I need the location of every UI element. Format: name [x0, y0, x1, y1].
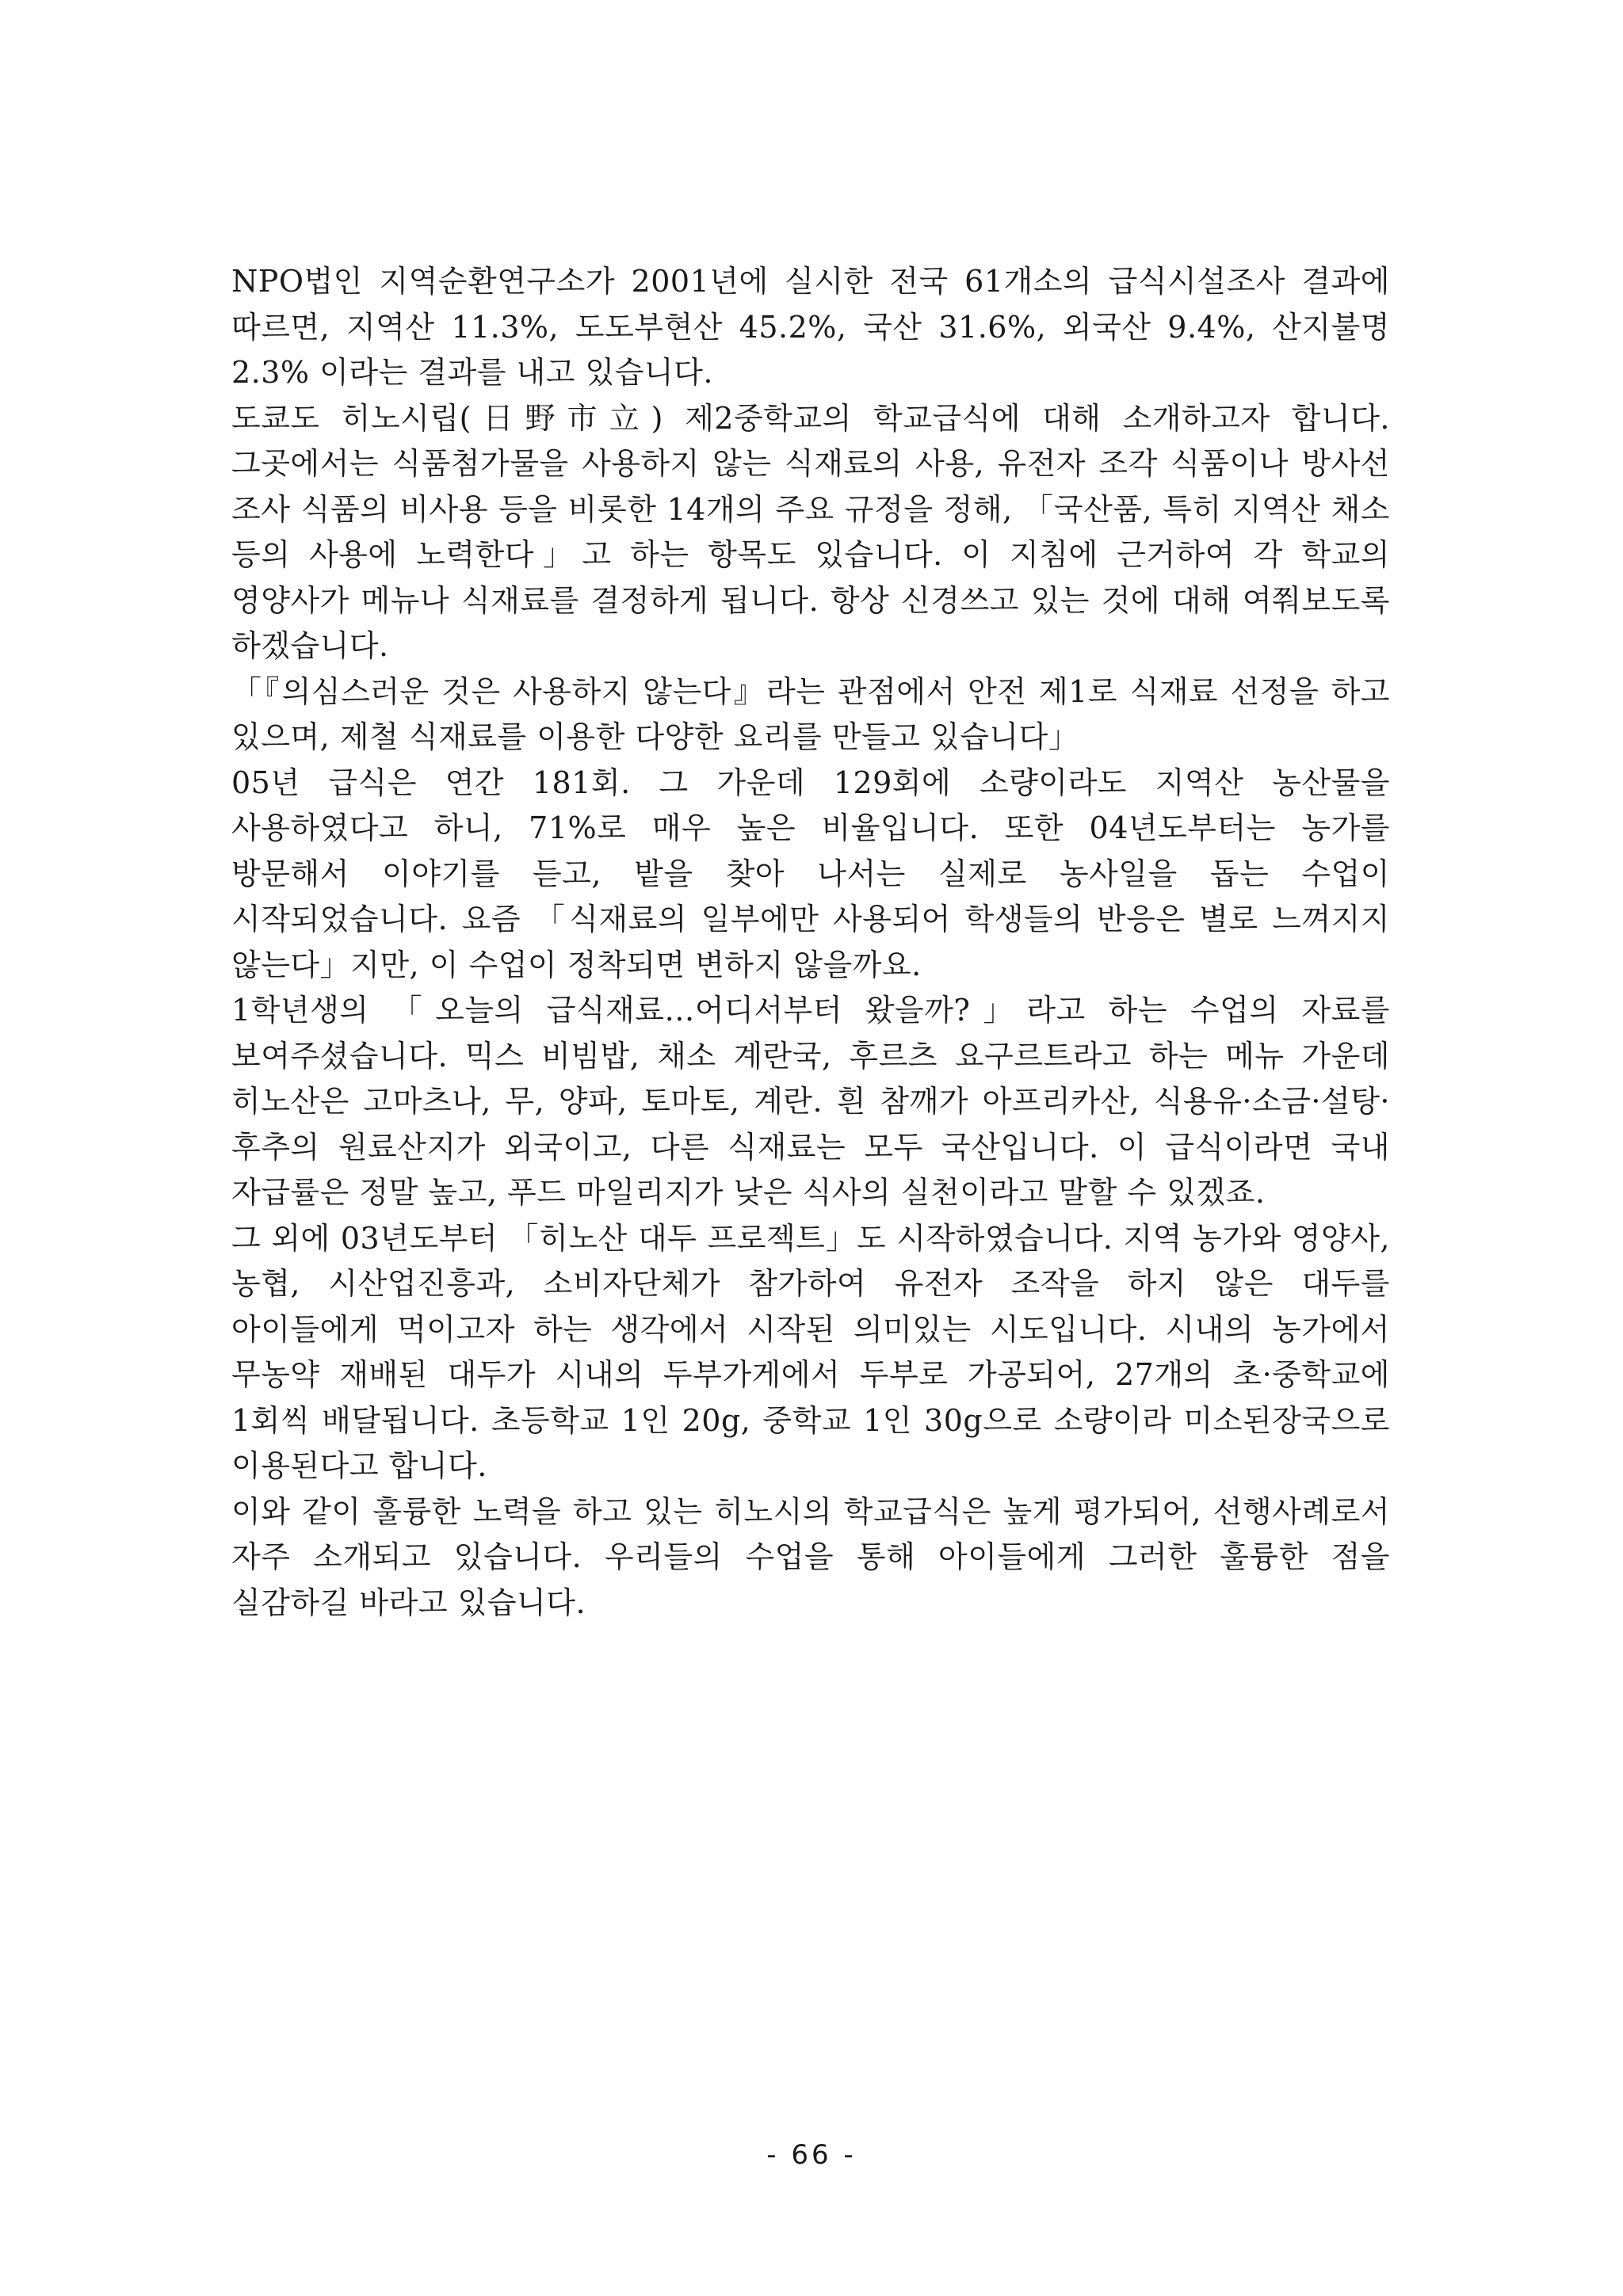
paragraph-lesson-materials: 1학년생의 「오늘의 급식재료…어디서부터 왔을까?」라고 하는 수업의 자료를 보여주셨습니다. 믹스 비빔밥, 채소 계란국, 후르츠 요구르트라고 하는 메뉴 가운데 히노산은 고마츠나, 무, 양파, 토마토, 계란. 흰 참깨가 아프리카산, 식용유·소금·설탕·후추의 원료산지가 외국이고, 다른 식재료는 모두 국산입니다. 이 급식이라면 국내 자급률은 정말 높고, 푸드 마일리지가 낮은 식사의 실천이라고 말할 수 있겠죠. [231, 993, 1390, 1210]
paragraph-nutritionist-quote: 「『의심스러운 것은 사용하지 않는다』라는 관점에서 안전 제1로 식재료 선정을 하고 있으며, 제철 식재료를 이용한 다양한 요리를 만들고 있습니다」 [231, 673, 1390, 754]
page-number: - 66 - [766, 2139, 857, 2171]
paragraph-hino-school-intro: 도쿄도 히노시립(日野市立) 제2중학교의 학교급식에 대해 소개하고자 합니다. 그곳에서는 식품첨가물을 사용하지 않는 식재료의 사용, 유전자 조각 식품이나 방사선 조사 식품의 비사용 등을 비롯한 14개의 주요 규정을 정해, 「국산품, 특히 지역산 채소 등의 사용에 노력한다」고 하는 항목도 있습니다. 이 지침에 근거하여 각 학교의 영양사가 메뉴나 식재료를 결정하게 됩니다. 항상 신경쓰고 있는 것에 대해 여쭤보도록 하겠습니다. [231, 400, 1390, 663]
paragraph-local-produce-usage: 05년 급식은 연간 181회. 그 가운데 129회에 소량이라도 지역산 농산물을 사용하였다고 하니, 71%로 매우 높은 비율입니다. 또한 04년도부터는 농가를 방문해서 이야기를 듣고, 밭을 찾아 나서는 실제로 농사일을 돕는 수업이 시작되었습니다. 요즘 「식재료의 일부에만 사용되어 학생들의 반응은 별로 느껴지지 않는다」지만, 이 수업이 정착되면 변하지 않을까요. [231, 765, 1390, 982]
paragraph-soybean-project: 그 외에 03년도부터 「히노산 대두 프로젝트」도 시작하였습니다. 지역 농가와 영양사, 농협, 시산업진흥과, 소비자단체가 참가하여 유전자 조작을 하지 않은 대두를 아이들에게 먹이고자 하는 생각에서 시작된 의미있는 시도입니다. 시내의 농가에서 무농약 재배된 대두가 시내의 두부가게에서 두부로 가공되어, 27개의 초·중학교에 1회씩 배달됩니다. 초등학교 1인 20g, 중학교 1인 30g으로 소량이라 미소된장국으로 이용된다고 합니다. [231, 1220, 1390, 1483]
paragraph-conclusion: 이와 같이 훌륭한 노력을 하고 있는 히노시의 학교급식은 높게 평가되어, 선행사례로서 자주 소개되고 있습니다. 우리들의 수업을 통해 아이들에게 그러한 훌륭한 점을 실감하길 바라고 있습니다. [231, 1493, 1390, 1620]
document-body [231, 259, 1390, 1626]
paragraph-survey-results: NPO법인 지역순환연구소가 2001년에 실시한 전국 61개소의 급식시설조사 결과에 따르면, 지역산 11.3%, 도도부현산 45.2%, 국산 31.6%, 외국산 9.4%, 산지불명 2.3% 이라는 결과를 내고 있습니다. [231, 264, 1390, 390]
